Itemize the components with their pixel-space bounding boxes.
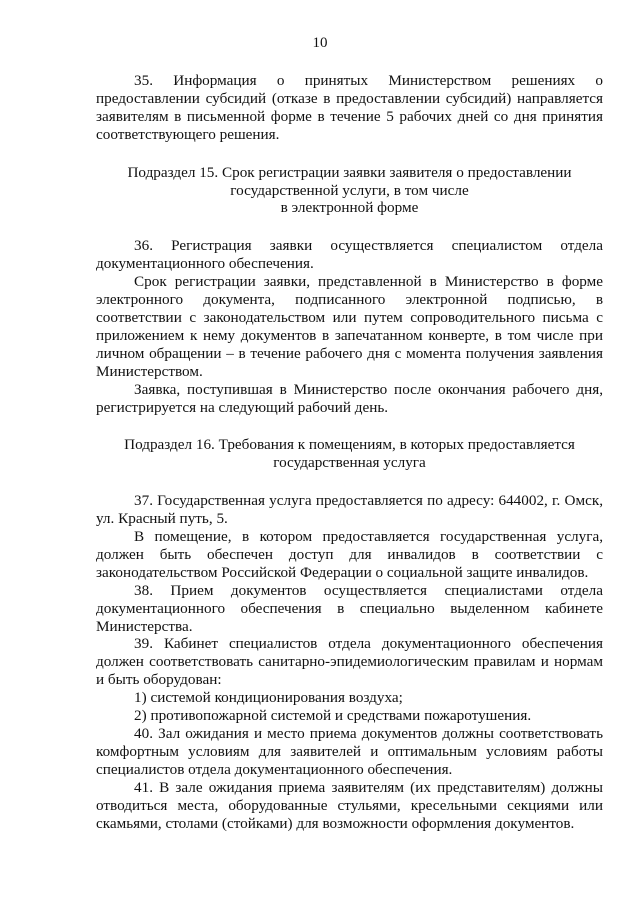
paragraph-41: 41. В зале ожидания приема заявителям (их представителям) должны отводиться места, оборудованные стульями, кресельными секциями или скамьями, столами (стойками) для возможности оформления документов.	[96, 778, 603, 832]
page-number: 10	[312, 35, 328, 51]
paragraph-36-after-hours: Заявка, поступившая в Министерство после окончания рабочего дня, регистрируется на следующий рабочий день.	[96, 380, 603, 416]
subsection-15-heading-line3: в электронной форме	[280, 199, 419, 217]
subsection-16-heading-line1: Подраздел 16. Требования к помещениям, в которых предоставляется	[124, 436, 575, 454]
paragraph-37-accessibility: В помещение, в котором предоставляется государственная услуга, должен быть обеспечен доступ для инвалидов в соответствии с законодательством Российской Федерации о социальной защите инвалидов.	[96, 528, 603, 581]
subsection-16-heading-line2: государственная услуга	[273, 454, 426, 472]
paragraph-35: 35. Информация о принятых Министерством решениях о предоставлении субсидий (отказе в предоставлении субсидий) направляется заявителям в письменной форме в течение 5 рабочих дней со дня принятия соответствующего решения.	[96, 72, 603, 143]
subsection-15-heading-line1: Подраздел 15. Срок регистрации заявки заявителя о предоставлении	[127, 163, 572, 181]
paragraph-38: 38. Прием документов осуществляется специалистами отдела документационного обеспечения в специально выделенном кабинете Министерства.	[96, 581, 603, 635]
paragraph-36: 36. Регистрация заявки осуществляется специалистом отдела документационного обеспечения.	[96, 237, 603, 273]
document-body	[96, 72, 603, 832]
paragraph-37: 37. Государственная услуга предоставляется по адресу: 644002, г. Омск, ул. Красный путь, 5.	[96, 492, 603, 528]
subsection-15-heading-line2: государственной услуги, в том числе	[230, 181, 469, 199]
paragraph-39-item-1: 1) системой кондиционирования воздуха;	[134, 689, 403, 707]
paragraph-39-item-2: 2) противопожарной системой и средствами пожаротушения.	[134, 707, 532, 725]
paragraph-40: 40. Зал ожидания и место приема документов должны соответствовать комфортным условиям для заявителей и оптимальным условиям работы специалистов отдела документационного обеспечения.	[96, 725, 603, 778]
paragraph-36-registration-term: Срок регистрации заявки, представленной в Министерство в форме электронного документа, подписанного электронной подписью, в соответствии с законодательством или путем сопроводительного письма с приложением к нему документов в запечатанном конверте, в том числе при личном обращении – в течение рабочего дня с момента получения заявления Министерством.	[96, 273, 603, 380]
paragraph-39: 39. Кабинет специалистов отдела документационного обеспечения должен соответствовать санитарно-эпидемиологическим правилам и нормам и быть оборудован:	[96, 635, 603, 689]
